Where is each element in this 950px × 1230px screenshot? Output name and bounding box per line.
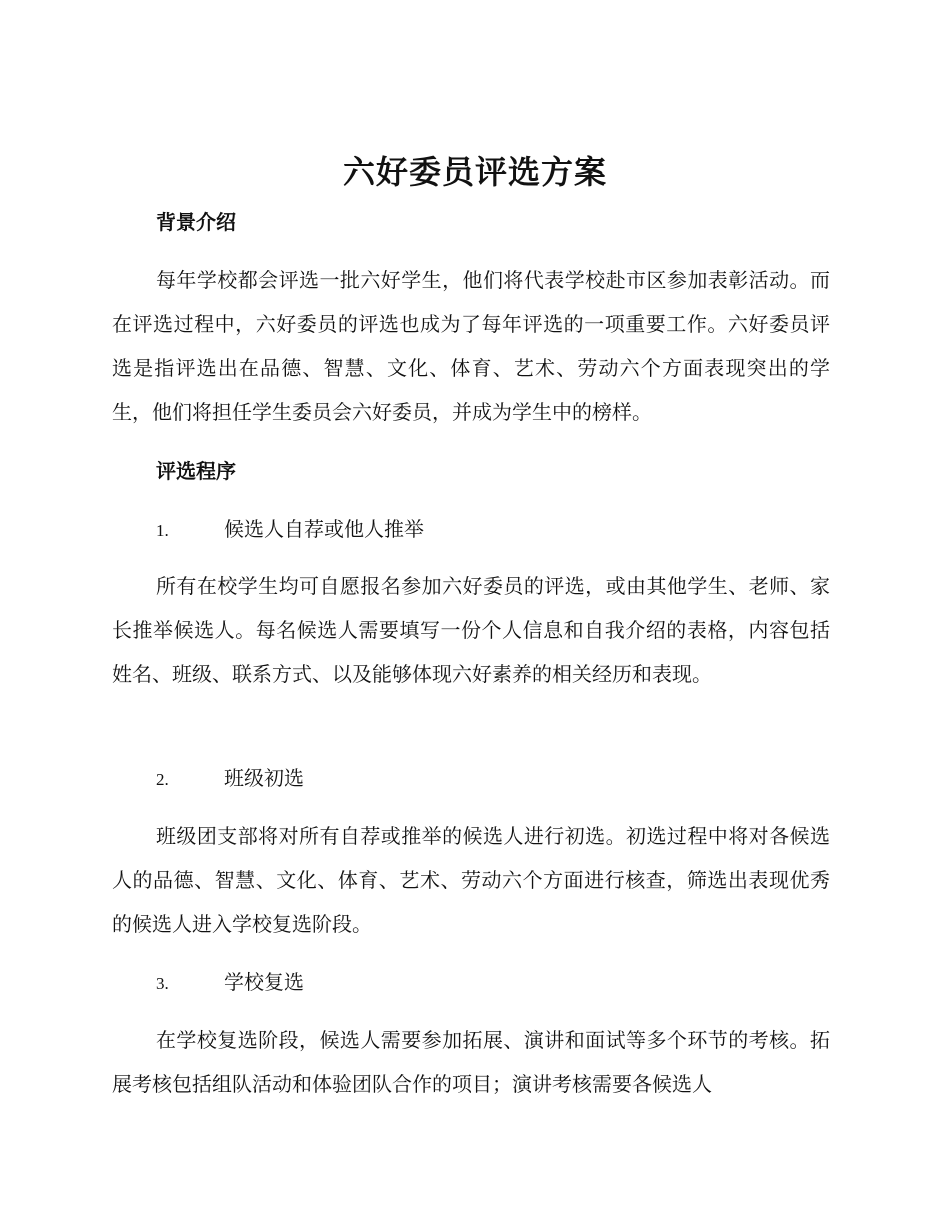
step-2-number: 2.: [156, 770, 169, 789]
document-title: 六好委员评选方案: [342, 153, 607, 191]
step-2-title: 班级初选: [224, 766, 304, 790]
step-1-heading: [156, 515, 424, 545]
step-2-heading: [156, 764, 304, 794]
step-3-heading: [156, 968, 304, 998]
step-1-paragraph: 所有在校学生均可自愿报名参加六好委员的评选，或由其他学生、老师、家长推举候选人。每名候选人需要填写一份个人信息和自我介绍的表格，内容包括姓名、班级、联系方式、以及能够体现六好素养的相关经历和表现。: [112, 574, 830, 686]
background-paragraph: 每年学校都会评选一批六好学生，他们将代表学校赴市区参加表彰活动。而在评选过程中，六好委员的评选也成为了每年评选的一项重要工作。六好委员评选是指评选出在品德、智慧、文化、体育、艺术、劳动六个方面表现突出的学生，他们将担任学生委员会六好委员，并成为学生中的榜样。: [112, 268, 830, 424]
section-heading-background: 背景介绍: [156, 210, 236, 234]
step-3-number: 3.: [156, 974, 169, 993]
step-1-title: 候选人自荐或他人推举: [224, 517, 424, 541]
step-1-number: 1.: [156, 521, 169, 540]
section-heading-procedure: 评选程序: [156, 459, 236, 483]
step-2-paragraph: 班级团支部将对所有自荐或推举的候选人进行初选。初选过程中将对各候选人的品德、智慧、文化、体育、艺术、劳动六个方面进行核查，筛选出表现优秀的候选人进入学校复选阶段。: [112, 824, 830, 936]
step-3-title: 学校复选: [224, 970, 304, 994]
step-3-paragraph: 在学校复选阶段，候选人需要参加拓展、演讲和面试等多个环节的考核。拓展考核包括组队活动和体验团队合作的项目；演讲考核需要各候选人: [112, 1028, 830, 1096]
